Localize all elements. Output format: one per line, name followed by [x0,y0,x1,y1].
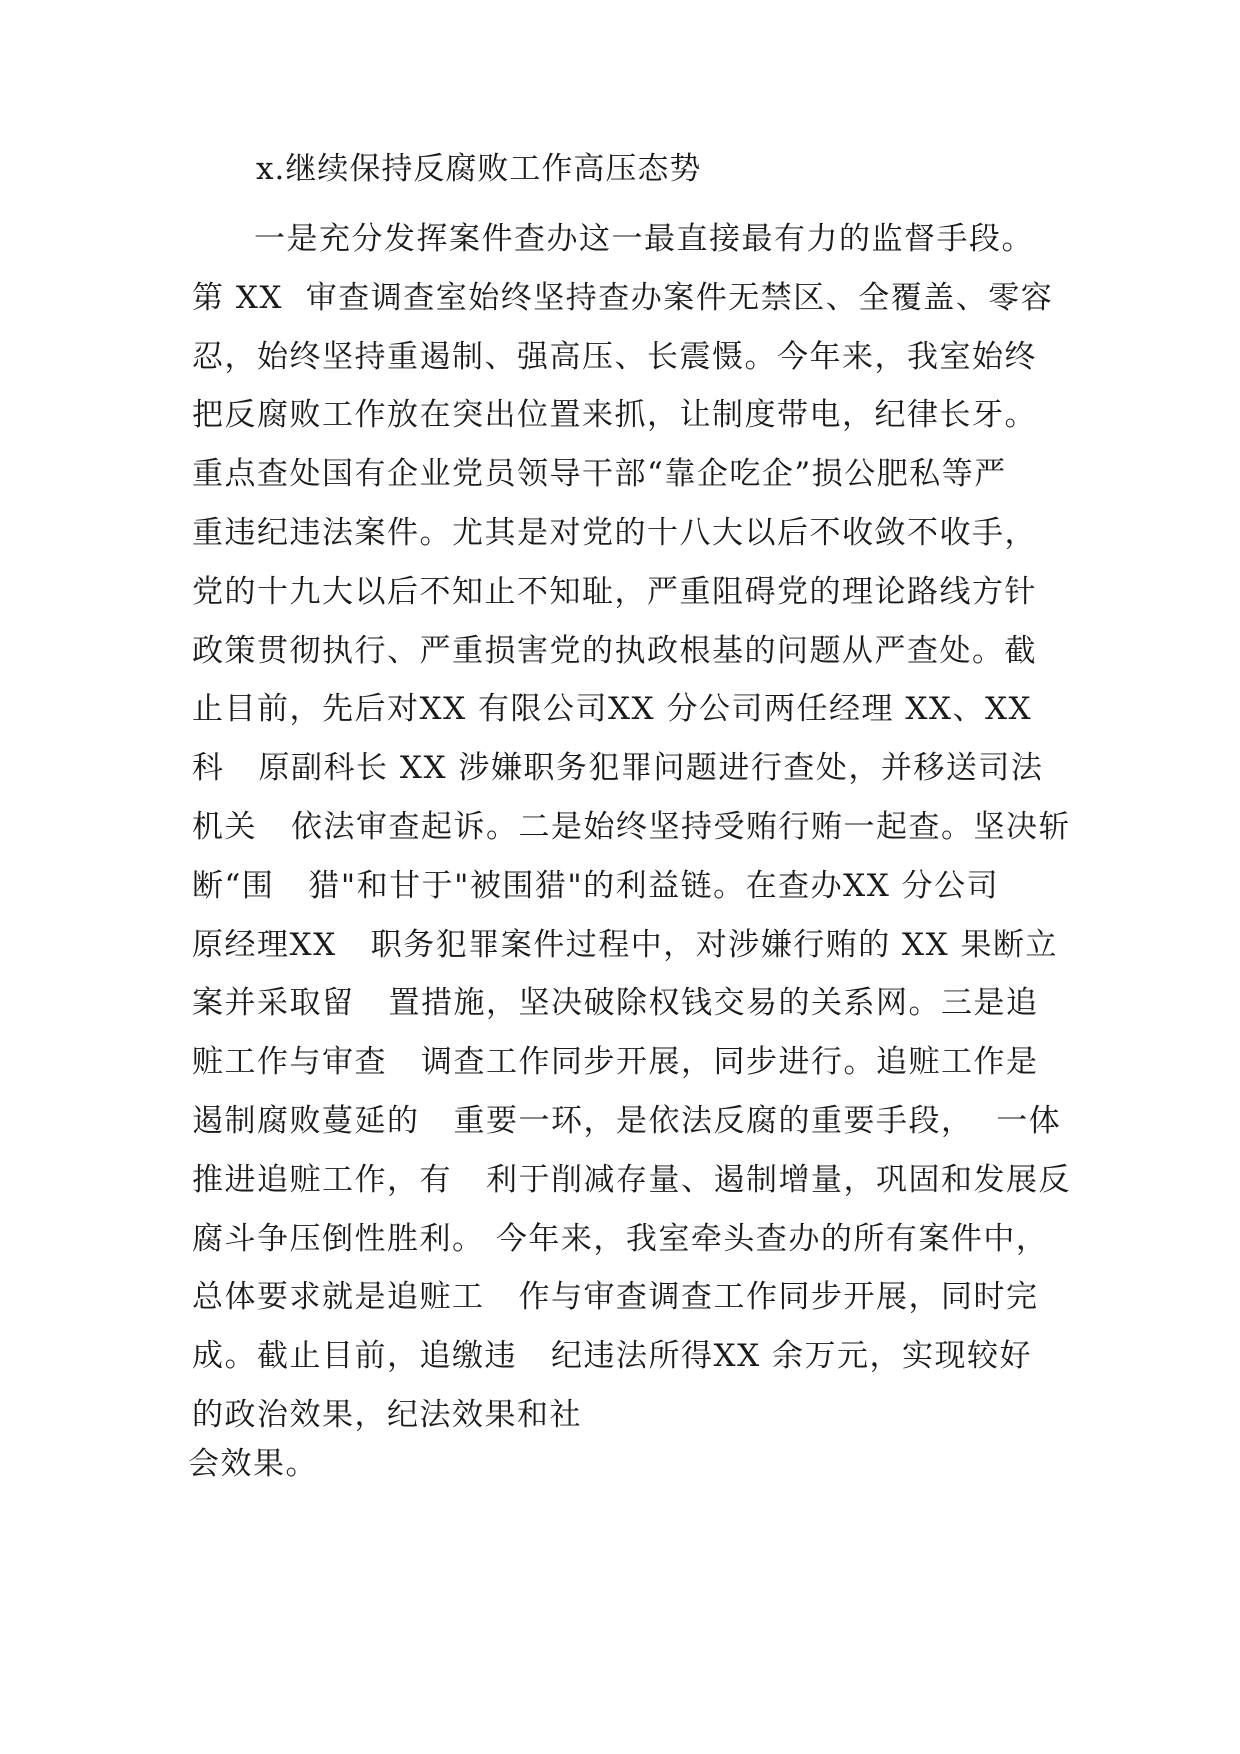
text-line: 科 原副科长 XX 涉嫌职务犯罪问题进行查处，并移送司法 [192,750,1044,787]
text-line: 断“围 猎"和甘于"被围猎"的利益链。在查办XX 分公司 [192,867,1000,904]
text-line: 重点查处国有企业党员领导干部“靠企吃企”损公肥私等严 [192,456,1007,493]
section-heading: x.继续保持反腐败工作高压态势 [256,151,702,187]
text-line: 把反腐败工作放在突出位置来抓，让制度带电，纪律长牙。 [192,397,1037,434]
text-line: 成。截止目前，追缴违 纪违法所得XX 余万元，实现较好 [192,1338,1033,1375]
text-line: 机关 依法审查起诉。二是始终坚持受贿行贿一起查。坚决斩 [192,808,1072,845]
text-line: 一是充分发挥案件查办这一最直接最有力的监督手段。 [254,221,1034,257]
text-line: 政策贯彻执行、严重损害党的执政根基的问题从严查处。截 [192,632,1037,669]
text-line: 重违纪违法案件。尤其是对党的十八大以后不收敛不收手， [192,514,1037,551]
text-line: 案并采取留 置措施，坚决破除权钱交易的关系网。三是追 [192,985,1039,1022]
text-line: 党的十九大以后不知止不知耻，严重阻碍党的理论路线方针 [192,573,1037,610]
text-line: 赃工作与审查 调查工作同步开展，同步进行。追赃工作是 [192,1044,1039,1081]
text-line: 遏制腐败蔓延的 重要一环，是依法反腐的重要手段， 一体 [192,1102,1062,1139]
text-line: 止目前，先后对XX 有限公司XX 分公司两任经理 XX、XX [192,691,1033,728]
text-line: 的政治效果，纪法效果和社 [192,1396,582,1433]
text-line: 腐斗争压倒性胜利。 今年来，我室牵头查办的所有案件中， [192,1220,1049,1257]
text-line: 推进追赃工作，有 利于削减存量、遏制增量，巩固和发展反 [192,1161,1072,1198]
text-line: 第 XX 审查调查室始终坚持查办案件无禁区、全覆盖、零容 [192,279,1054,316]
body-paragraph [188,210,1072,1494]
text-line: 原经理XX 职务犯罪案件过程中，对涉嫌行贿的 XX 果断立 [192,926,1059,963]
text-line: 忍，始终坚持重遏制、强高压、长震慑。今年来，我室始终 [192,338,1037,375]
text-line-tail: 会效果。 [188,1445,318,1482]
text-line: 总体要求就是追赃工 作与审查调查工作同步开展，同时完 [192,1279,1039,1316]
